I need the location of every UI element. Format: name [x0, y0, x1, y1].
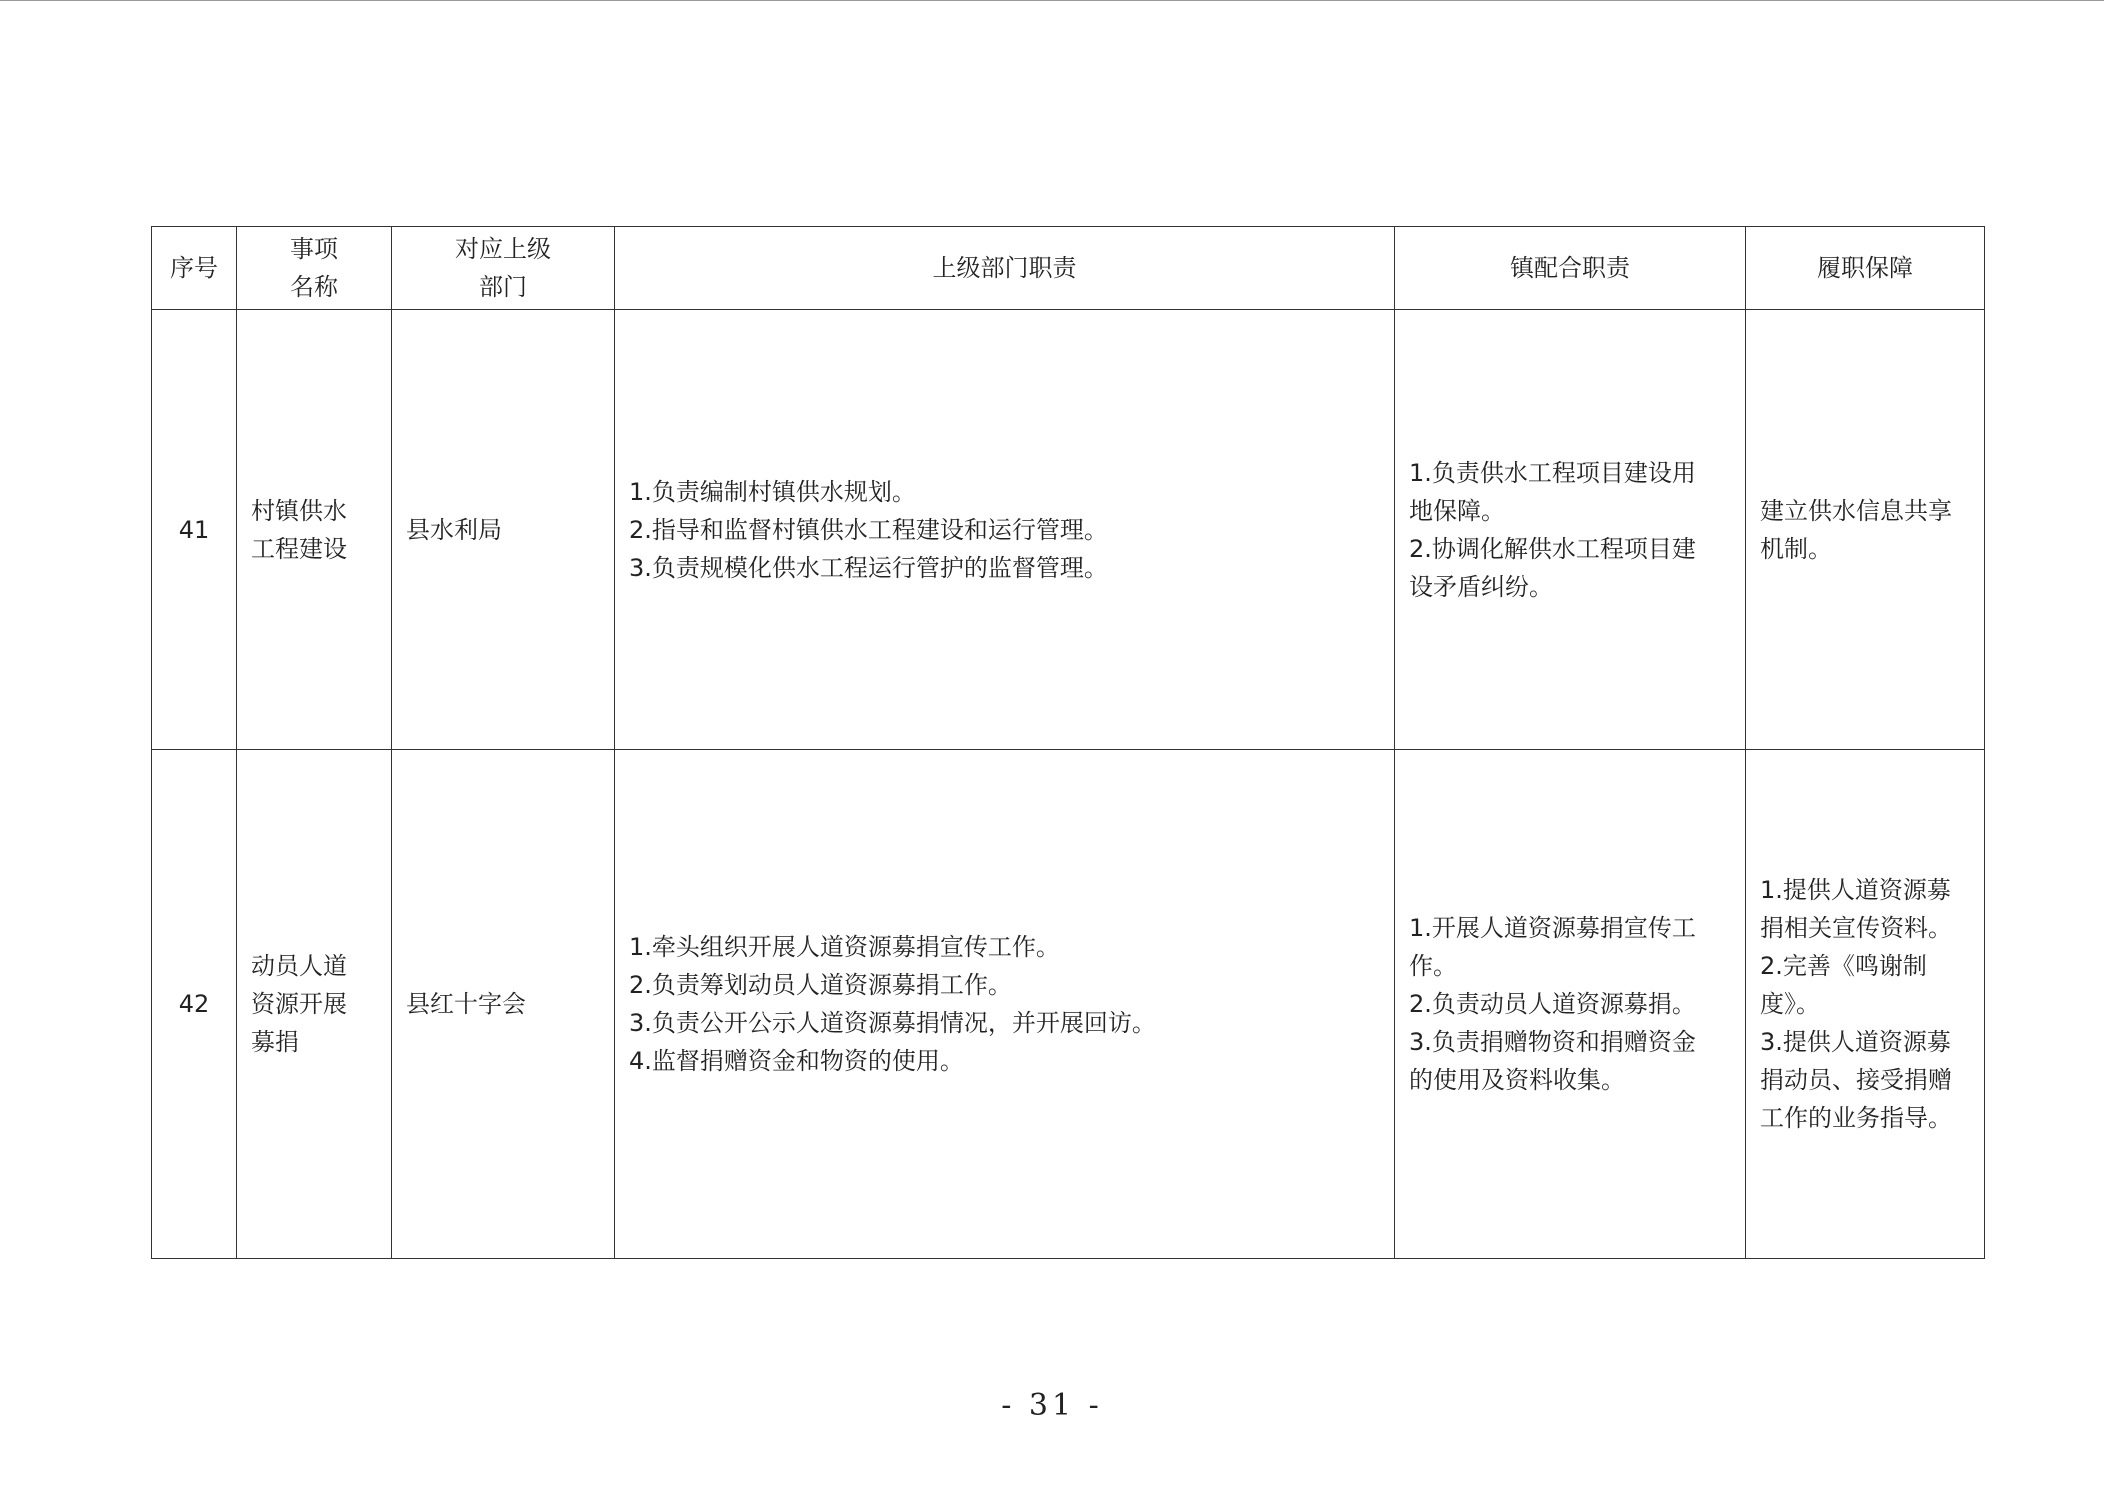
row-index: 41: [152, 310, 237, 750]
table-header-row: [152, 227, 1985, 310]
header-superior-duties: 上级部门职责: [615, 227, 1395, 310]
header-department: 对应上级 部门: [392, 227, 615, 310]
page-number: - 31 -: [1001, 1388, 1103, 1423]
page-top-border: [0, 0, 2104, 1]
row-item-name: 村镇供水 工程建设: [237, 310, 392, 750]
row-department: 县水利局: [392, 310, 615, 750]
row-index: 42: [152, 750, 237, 1259]
row-superior-duties: 1.负责编制村镇供水规划。 2.指导和监督村镇供水工程建设和运行管理。 3.负责规模化供水工程运行管护的监督管理。: [615, 310, 1395, 750]
row-guarantee: 1.提供人道资源募 捐相关宣传资料。 2.完善《鸣谢制 度》。 3.提供人道资源募 捐动员、接受捐赠 工作的业务指导。: [1746, 750, 1985, 1259]
duties-table: [151, 226, 1985, 1259]
row-town-duties: 1.负责供水工程项目建设用 地保障。 2.协调化解供水工程项目建 设矛盾纠纷。: [1395, 310, 1746, 750]
row-superior-duties: 1.牵头组织开展人道资源募捐宣传工作。 2.负责筹划动员人道资源募捐工作。 3.负责公开公示人道资源募捐情况，并开展回访。 4.监督捐赠资金和物资的使用。: [615, 750, 1395, 1259]
table-row: [152, 310, 1985, 750]
header-index: 序号: [152, 227, 237, 310]
header-item-name: 事项 名称: [237, 227, 392, 310]
row-item-name: 动员人道 资源开展 募捐: [237, 750, 392, 1259]
header-town-duties: 镇配合职责: [1395, 227, 1746, 310]
header-guarantee: 履职保障: [1746, 227, 1985, 310]
row-town-duties: 1.开展人道资源募捐宣传工 作。 2.负责动员人道资源募捐。 3.负责捐赠物资和捐赠资金 的使用及资料收集。: [1395, 750, 1746, 1259]
row-department: 县红十字会: [392, 750, 615, 1259]
table-row: [152, 750, 1985, 1259]
row-guarantee: 建立供水信息共享 机制。: [1746, 310, 1985, 750]
